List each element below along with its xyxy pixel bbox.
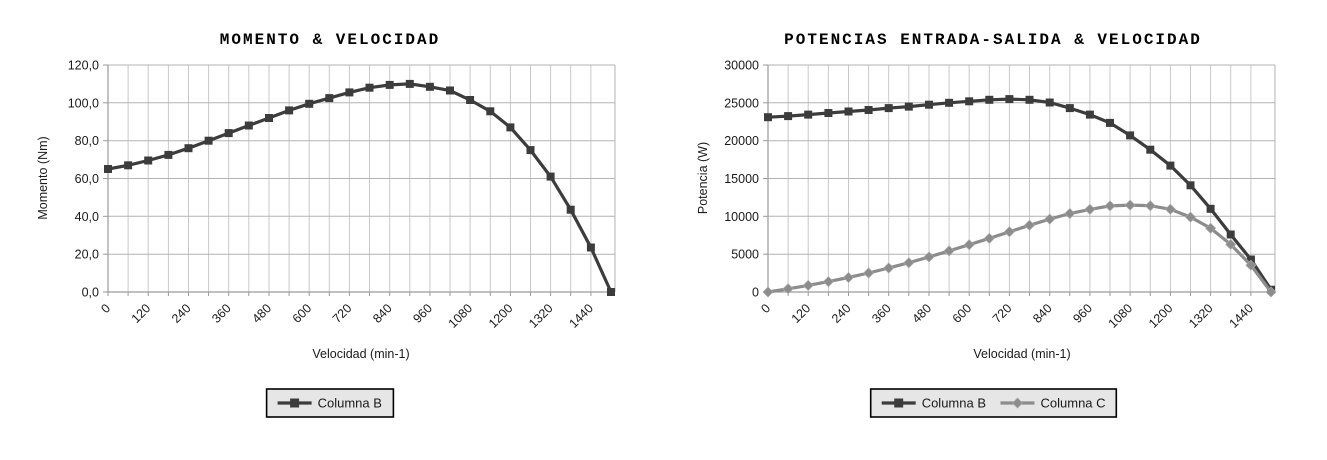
gridlines: [108, 65, 615, 292]
svg-text:360: 360: [209, 301, 234, 326]
svg-text:0: 0: [758, 301, 774, 317]
series-columna-b: [764, 95, 1275, 294]
svg-text:1320: 1320: [526, 301, 556, 331]
potencias-velocidad-chart: [660, 0, 1327, 460]
svg-text:1080: 1080: [445, 301, 476, 331]
svg-text:840: 840: [370, 301, 395, 326]
svg-text:480: 480: [249, 301, 275, 326]
svg-text:30000: 30000: [724, 58, 759, 73]
svg-text:600: 600: [289, 301, 315, 326]
svg-text:1200: 1200: [485, 301, 516, 331]
svg-text:840: 840: [1030, 301, 1055, 326]
svg-text:80,0: 80,0: [74, 134, 99, 149]
svg-text:720: 720: [329, 301, 355, 326]
chart-title: POTENCIAS ENTRADA-SALIDA & VELOCIDAD: [784, 31, 1202, 49]
svg-text:1080: 1080: [1105, 301, 1136, 331]
svg-text:960: 960: [410, 301, 436, 326]
svg-text:480: 480: [909, 301, 935, 326]
svg-text:20,0: 20,0: [74, 247, 99, 262]
svg-text:60,0: 60,0: [74, 172, 99, 186]
legend: [267, 389, 394, 417]
svg-text:25000: 25000: [724, 96, 759, 111]
svg-text:120,0: 120,0: [67, 58, 99, 73]
svg-text:1440: 1440: [1226, 301, 1257, 331]
svg-text:40,0: 40,0: [74, 209, 99, 224]
svg-text:10000: 10000: [724, 209, 759, 224]
svg-text:120: 120: [128, 301, 154, 326]
svg-text:5000: 5000: [731, 247, 759, 262]
x-tick-labels: [98, 301, 596, 331]
chart-title: MOMENTO & VELOCIDAD: [219, 31, 441, 49]
x-axis-title: Velocidad (min-1): [312, 347, 410, 361]
momento-velocidad-chart: [0, 0, 660, 460]
svg-text:100,0: 100,0: [67, 96, 99, 111]
y-tick-labels: [724, 59, 759, 300]
legend: [871, 389, 1117, 417]
x-axis-title: Velocidad (min-1): [973, 347, 1071, 361]
momento-velocidad-plot: [0, 0, 660, 460]
svg-text:Columna B: Columna B: [921, 395, 987, 411]
axes: [103, 65, 615, 296]
svg-text:Columna B: Columna B: [317, 395, 382, 411]
y-tick-labels: [68, 59, 99, 300]
plot-area: [724, 59, 1276, 418]
svg-text:120: 120: [788, 301, 814, 326]
svg-text:1320: 1320: [1186, 301, 1216, 331]
svg-text:1440: 1440: [566, 301, 597, 331]
y-axis-title: Potencia (W): [696, 141, 710, 215]
svg-text:600: 600: [949, 301, 975, 326]
svg-text:240: 240: [168, 301, 194, 326]
svg-text:720: 720: [989, 301, 1015, 326]
svg-text:1200: 1200: [1145, 301, 1176, 331]
series-columna-c: [763, 200, 1276, 297]
svg-text:20000: 20000: [724, 134, 759, 149]
x-tick-labels: [758, 301, 1256, 331]
svg-text:15000: 15000: [724, 172, 759, 186]
svg-text:960: 960: [1070, 301, 1096, 326]
svg-text:0: 0: [752, 285, 759, 300]
svg-text:360: 360: [869, 301, 894, 326]
plot-area: [68, 59, 615, 418]
svg-text:Columna C: Columna C: [1040, 395, 1106, 411]
series-columna-b: [104, 80, 615, 296]
svg-text:0: 0: [98, 301, 114, 317]
y-axis-title: Momento (Nm): [36, 136, 50, 220]
potencias-velocidad-plot: [660, 0, 1327, 460]
svg-text:0,0: 0,0: [81, 285, 99, 300]
svg-text:240: 240: [828, 301, 854, 326]
